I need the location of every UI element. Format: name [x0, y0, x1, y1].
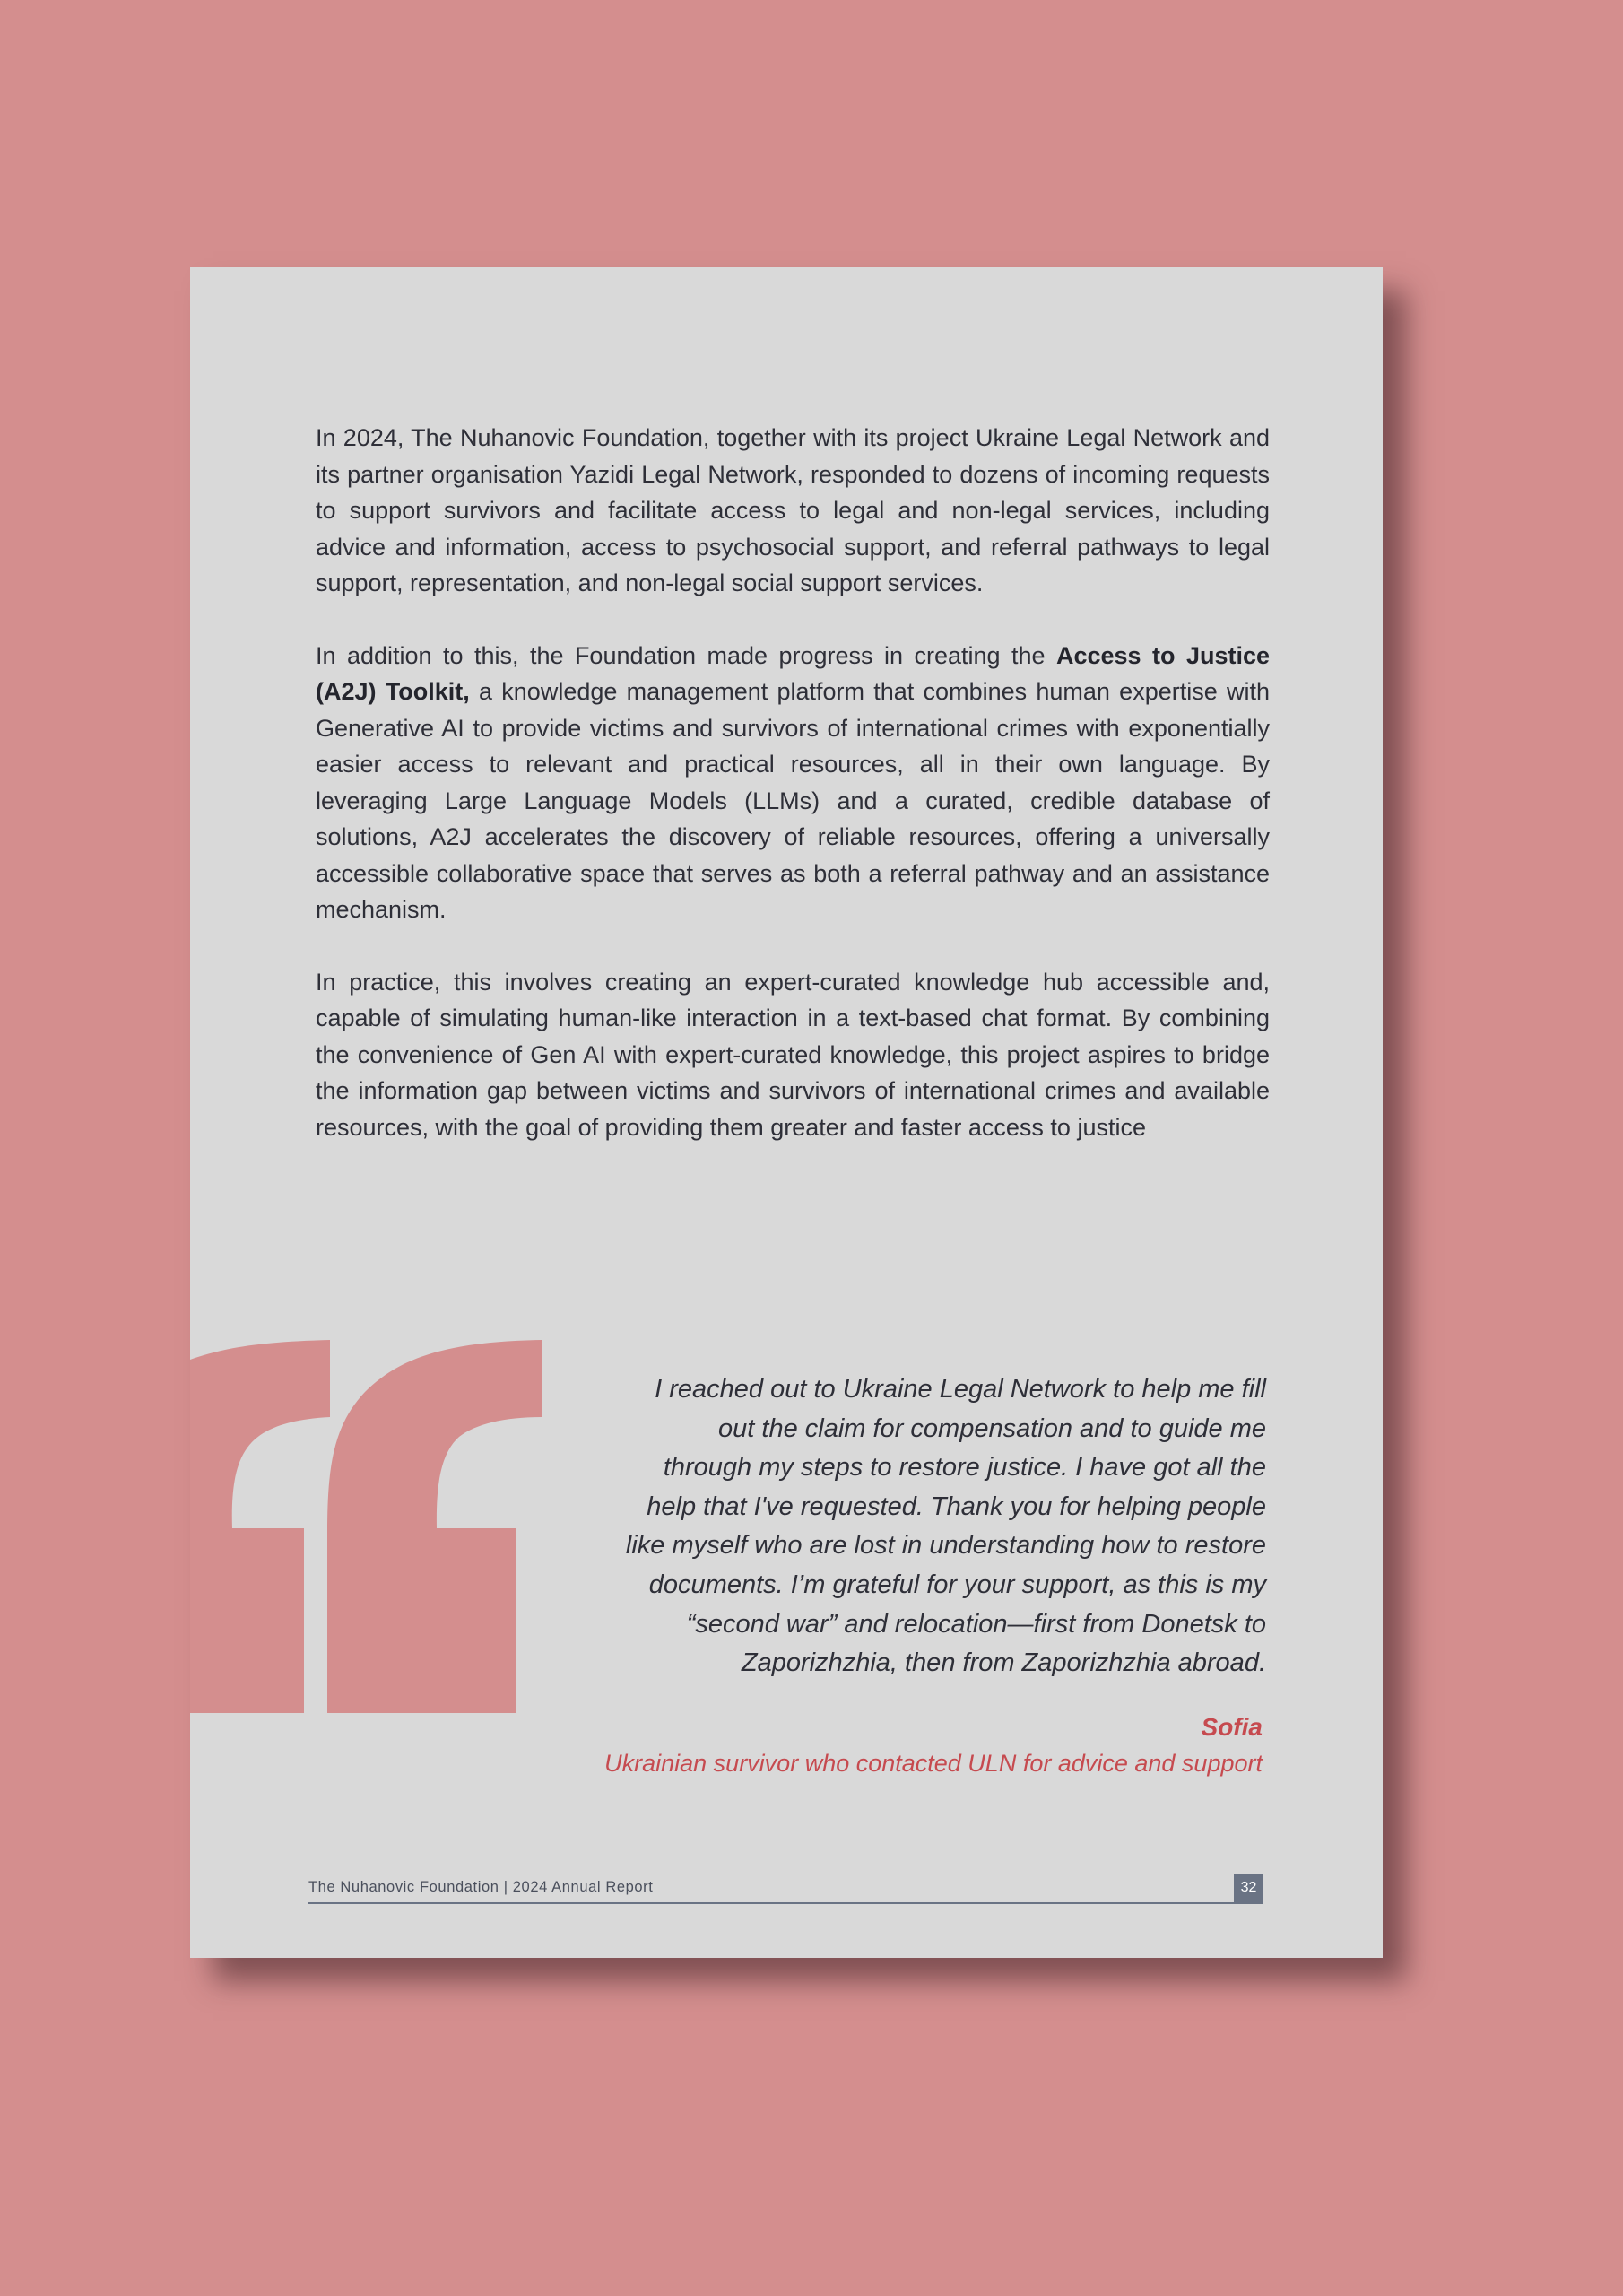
paragraph-services: In 2024, The Nuhanovic Foundation, together with its project Ukraine Legal Network and its partner organisation Yazidi Legal Network, responded to dozens of incoming requests to support survivors and facilitate access to legal and non-legal services, including advice and information, access to psychosocial support, and referral pathways to legal support, representation, and non-legal social support services. [316, 424, 1270, 596]
quote-line: help that I've requested. Thank you for helping people [647, 1492, 1266, 1521]
report-page [190, 267, 1383, 1958]
paragraph-a2j-intro: In addition to this, the Foundation made progress in creating the [316, 641, 1056, 669]
paragraph-a2j-toolkit [316, 638, 1270, 928]
quote-line: Zaporizhzhia, then from Zaporizhzhia abroad. [741, 1648, 1266, 1678]
paragraph-in-practice: In practice, this involves creating an expert-curated knowledge hub accessible and, capable of simulating human-like interaction in a text-based chat format. By combining the convenience of Gen AI with expert-curated knowledge, this project aspires to bridge the information gap between victims and survivors of international crimes and available resources, with the goal of providing them greater and faster access to justice [316, 968, 1270, 1141]
body-text [316, 420, 1270, 1181]
quote-author: Sofia [1201, 1713, 1263, 1741]
quote-mark-icon [190, 1340, 549, 1717]
quote-author-role: Ukrainian survivor who contacted ULN for advice and support [604, 1750, 1263, 1777]
footer-report-title: The Nuhanovic Foundation | 2024 Annual Report [308, 1879, 654, 1895]
quote-line: out the claim for compensation and to guide me [718, 1413, 1266, 1443]
quote-line: “second war” and relocation—first from Donetsk to [686, 1609, 1266, 1639]
quote-line: like myself who are lost in understanding how to restore [625, 1531, 1266, 1561]
quote-line: through my steps to restore justice. I have got all the [663, 1453, 1266, 1483]
paragraph-a2j-rest: a knowledge management platform that combines human expertise with Generative AI to provide victims and survivors of international crimes with exponentially easier access to relevant and practical resources, all in their own language. By leveraging Large Language Models (LLMs) and a curated, credible database of solutions, A2J accelerates the discovery of reliable resources, offering a universally accessible collaborative space that serves as both a referral pathway and an assistance mechanism. [316, 678, 1270, 923]
page-number: 32 [1234, 1874, 1263, 1902]
a2j-toolkit-name: Access to Justice (A2J) Toolkit, [316, 641, 1270, 705]
quote-line: documents. I’m grateful for your support, as this is my [648, 1570, 1266, 1599]
testimonial-quote [567, 1370, 1266, 1683]
quote-line: I reached out to Ukraine Legal Network to help me fill [655, 1375, 1266, 1404]
page-footer [308, 1875, 1263, 1904]
